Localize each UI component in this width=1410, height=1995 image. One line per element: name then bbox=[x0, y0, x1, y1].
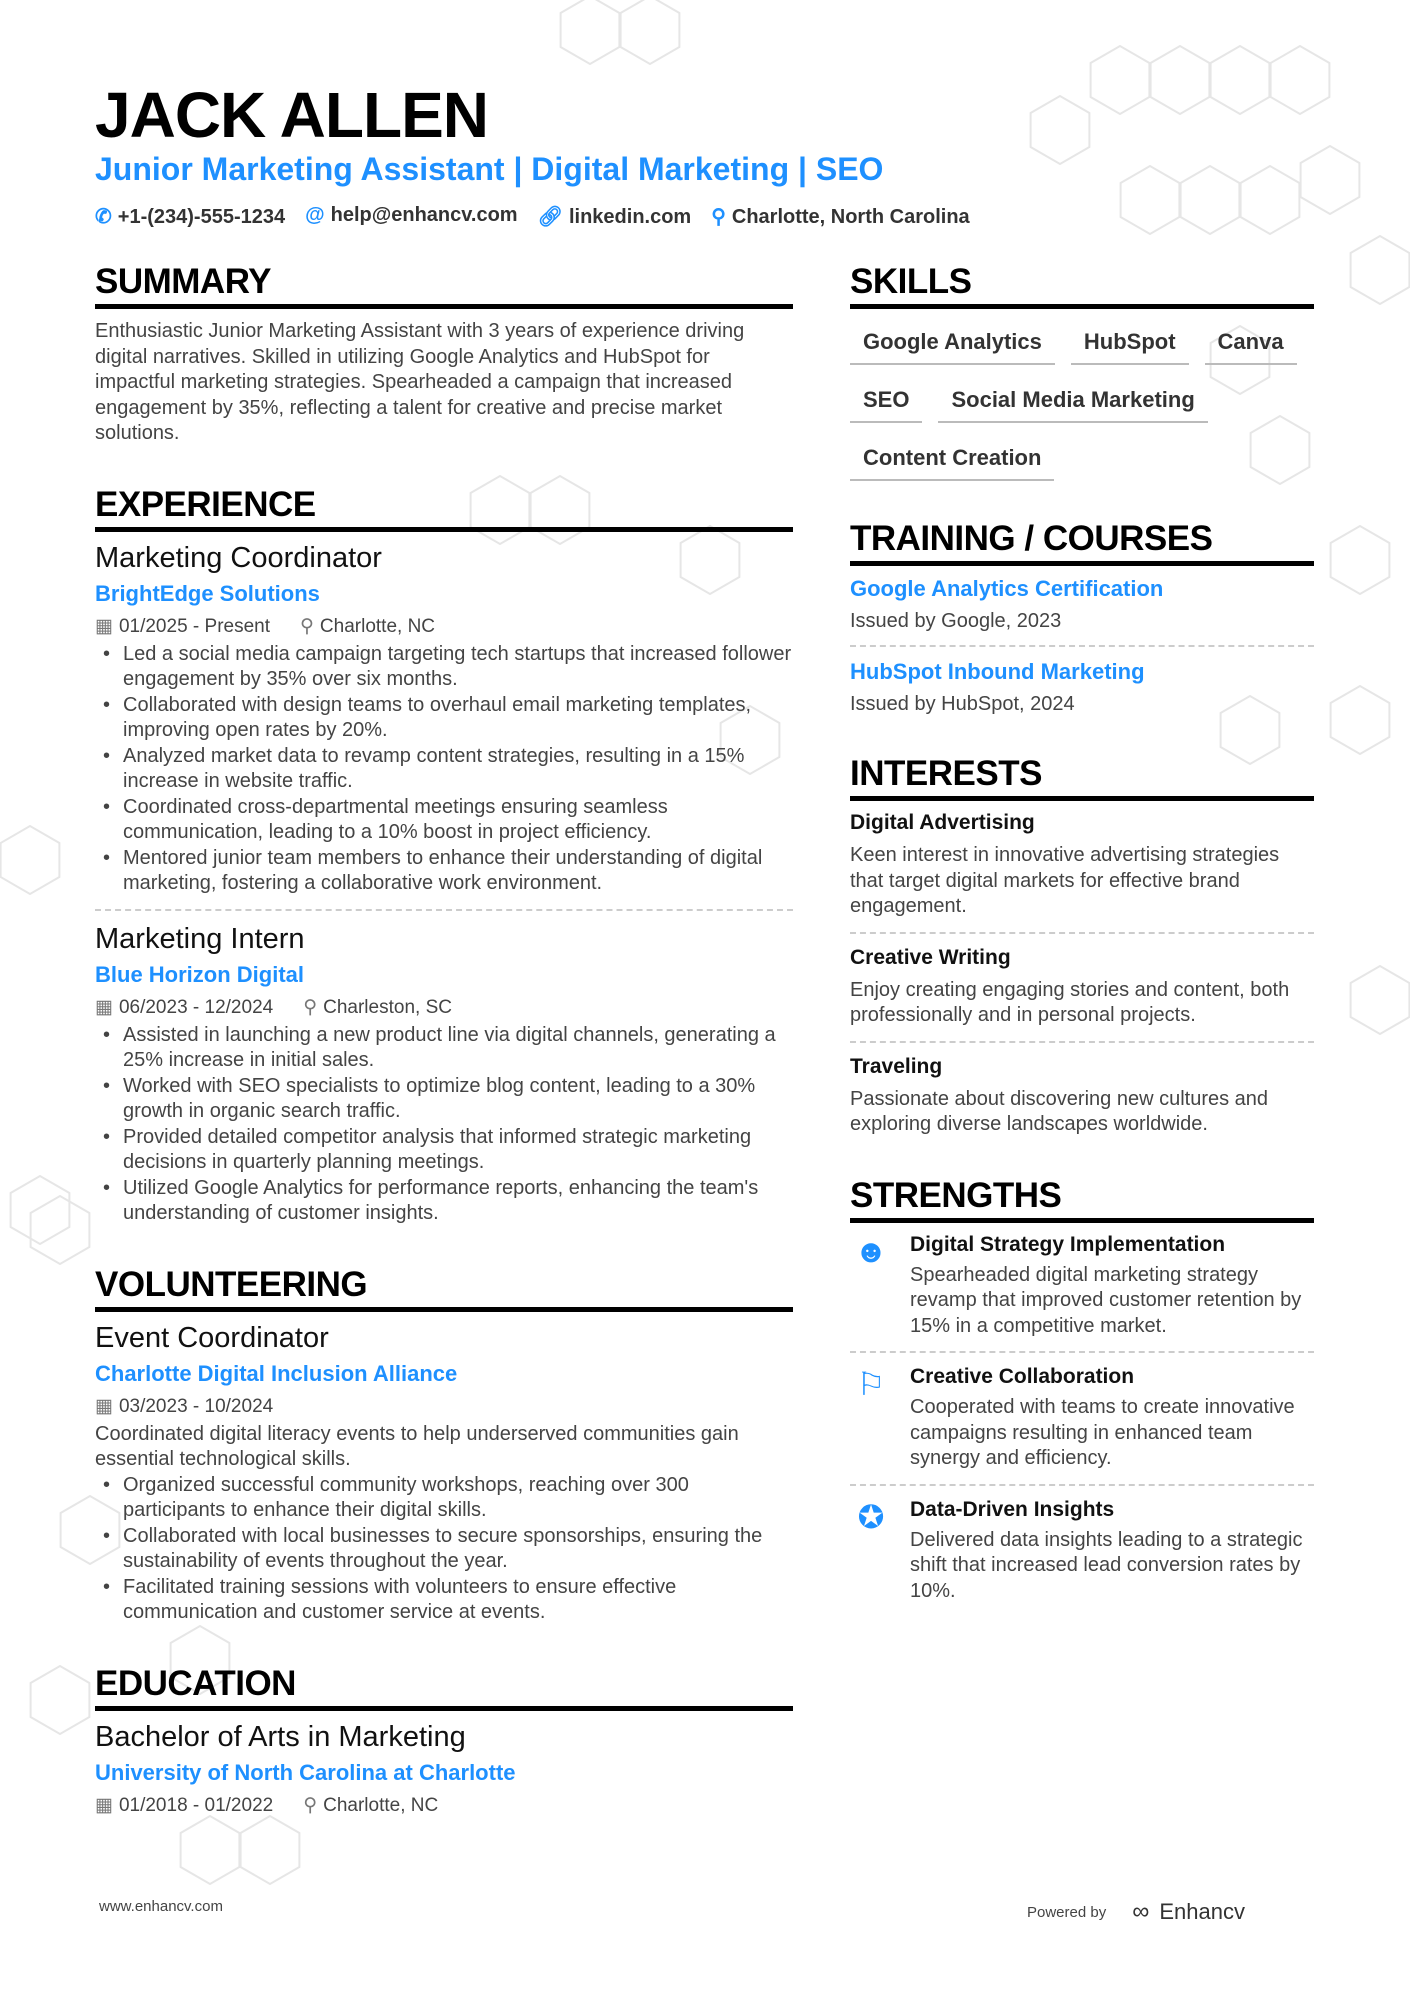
divider bbox=[850, 1351, 1314, 1353]
hexagon-shape bbox=[1211, 46, 1270, 114]
section-heading: INTERESTS bbox=[850, 754, 1314, 801]
hexagon-shape bbox=[1151, 46, 1210, 114]
section-heading: SKILLS bbox=[850, 262, 1314, 309]
degree: Bachelor of Arts in Marketing bbox=[95, 1720, 466, 1753]
hexagon-shape bbox=[1121, 166, 1180, 234]
bullet: • Worked with SEO specialists to optimize blog content, leading to a 30% growth in organic search traffic. bbox=[95, 1074, 793, 1125]
location-pin-icon: ⚲ bbox=[303, 996, 318, 1018]
hexagon-shape bbox=[1351, 236, 1410, 304]
phone: ✆ +1-(234)-555-1234 bbox=[95, 206, 286, 228]
interest-item bbox=[850, 811, 1314, 920]
dates: ▦ 06/2023 - 12/2024 bbox=[95, 996, 274, 1018]
strength-text: Delivered data insights leading to a strategic shift that increased lead conversion rates by 10%. bbox=[910, 1528, 1303, 1602]
calendar-icon: ▦ bbox=[95, 1395, 113, 1417]
hexagon-shape bbox=[11, 1176, 70, 1244]
bullet: • Collaborated with local businesses to secure sponsorships, ensuring the sustainability of events throughout the year. bbox=[95, 1524, 793, 1575]
course-issuer: Issued by HubSpot, 2024 bbox=[850, 693, 1075, 715]
interest-title: Traveling bbox=[850, 1054, 943, 1078]
strength-title: Digital Strategy Implementation bbox=[910, 1232, 1226, 1256]
role-title: Event Coordinator bbox=[95, 1321, 329, 1354]
bullet: • Organized successful community workshops, reaching over 300 participants to enhance their digital skills. bbox=[95, 1473, 793, 1524]
location-pin-icon: ⚲ bbox=[711, 206, 726, 228]
strength-title: Creative Collaboration bbox=[910, 1365, 1135, 1388]
divider bbox=[95, 909, 793, 911]
bullet: • Assisted in launching a new product line via digital channels, generating a 25% increase in initial sales. bbox=[95, 1023, 793, 1074]
bullet: • Coordinated cross-departmental meetings ensuring seamless communication, leading to a 10% boost in project efficiency. bbox=[95, 795, 793, 846]
role-title: Marketing Intern bbox=[95, 922, 305, 955]
organization-name: Charlotte Digital Inclusion Alliance bbox=[95, 1360, 458, 1386]
candidate-name: JACK ALLEN bbox=[95, 79, 488, 151]
skill-tag: Content Creation bbox=[850, 437, 1054, 481]
bullet: • Collaborated with design teams to overhaul email marketing templates, improving open rates by 20%. bbox=[95, 693, 793, 744]
dates: ▦ 01/2018 - 01/2022 bbox=[95, 1794, 274, 1816]
volunteer-description: Coordinated digital literacy events to help underserved communities gain essential technological skills. bbox=[95, 1422, 739, 1470]
interest-title: Digital Advertising bbox=[850, 811, 1035, 834]
interest-text: Enjoy creating engaging stories and content, both professionally and in personal projects. bbox=[850, 978, 1290, 1026]
award-icon: ✪ bbox=[857, 1498, 885, 1535]
hexagon-shape bbox=[31, 1196, 90, 1264]
divider bbox=[850, 932, 1314, 934]
bullet: • Provided detailed competitor analysis that informed strategic marketing decisions in quarterly planning meetings. bbox=[95, 1125, 793, 1176]
section-heading: VOLUNTEERING bbox=[95, 1265, 793, 1312]
location: ⚲ Charleston, SC bbox=[303, 996, 452, 1018]
strength-text: Spearheaded digital marketing strategy revamp that improved customer retention by 15% in a competitive market. bbox=[910, 1263, 1302, 1337]
hexagon-shape bbox=[1181, 166, 1240, 234]
hexagon-shape bbox=[1241, 166, 1300, 234]
enhancv-logo-icon: ∞ bbox=[1132, 1898, 1150, 1925]
interest-text: Passionate about discovering new cultures and exploring diverse landscapes worldwide. bbox=[850, 1087, 1269, 1135]
location: ⚲ Charlotte, NC bbox=[303, 1794, 439, 1816]
experience-section bbox=[95, 485, 793, 1227]
company-name: BrightEdge Solutions bbox=[95, 580, 320, 606]
brand-name: Enhancv bbox=[1159, 1899, 1245, 1924]
hexagon-shape bbox=[1091, 46, 1150, 114]
phone-icon: ✆ bbox=[95, 206, 112, 228]
interest-title: Creative Writing bbox=[850, 945, 1011, 969]
bullet-list bbox=[95, 1473, 793, 1626]
divider bbox=[850, 1041, 1314, 1043]
hexagon-shape bbox=[1, 826, 60, 894]
summary-section bbox=[95, 262, 793, 447]
strengths-section bbox=[850, 1176, 1314, 1605]
company-name: Blue Horizon Digital bbox=[95, 961, 304, 987]
divider bbox=[850, 1484, 1314, 1486]
section-heading: EXPERIENCE bbox=[95, 485, 793, 532]
footer-website[interactable]: www.enhancv.com bbox=[99, 1898, 223, 1915]
course-name: Google Analytics Certification bbox=[850, 576, 1164, 601]
location-pin-icon: ⚲ bbox=[303, 1794, 318, 1816]
interest-item bbox=[850, 946, 1314, 1029]
interest-item bbox=[850, 1055, 1314, 1138]
school-name: University of North Carolina at Charlotte bbox=[95, 1759, 516, 1785]
hexagon-shape bbox=[1271, 46, 1330, 114]
dates: ▦ 03/2023 - 10/2024 bbox=[95, 1395, 274, 1417]
candidate-title: Junior Marketing Assistant | Digital Marketing | SEO bbox=[95, 151, 884, 187]
hexagon-shape bbox=[1031, 96, 1090, 164]
training-section bbox=[850, 519, 1314, 716]
role-title: Marketing Coordinator bbox=[95, 541, 382, 574]
strength-item bbox=[850, 1365, 1314, 1472]
interests-section bbox=[850, 754, 1314, 1138]
skill-tag: Google Analytics bbox=[850, 321, 1055, 365]
hexagon-shape bbox=[621, 0, 680, 64]
contact-row bbox=[95, 204, 970, 229]
hexagon-shape bbox=[31, 1666, 90, 1734]
strength-text: Cooperated with teams to create innovative campaigns resulting in enhanced team synergy and efficiency. bbox=[910, 1396, 1295, 1469]
calendar-icon: ▦ bbox=[95, 996, 113, 1018]
head-icon: ☻ bbox=[854, 1232, 888, 1269]
job-entry bbox=[95, 542, 793, 897]
course-name: HubSpot Inbound Marketing bbox=[850, 659, 1145, 684]
education-section bbox=[95, 1664, 793, 1817]
skill-tag: SEO bbox=[850, 379, 922, 423]
section-heading: SUMMARY bbox=[95, 262, 793, 309]
bullet: • Mentored junior team members to enhance their understanding of digital marketing, fostering a collaborative work environment. bbox=[95, 846, 793, 897]
bullet: • Facilitated training sessions with volunteers to ensure effective communication and customer service at events. bbox=[95, 1575, 793, 1626]
divider bbox=[850, 645, 1314, 647]
hexagon-shape bbox=[1331, 686, 1390, 754]
bullet: • Utilized Google Analytics for performance reports, enhancing the team's understanding of customer insights. bbox=[95, 1176, 793, 1227]
strength-item bbox=[850, 1233, 1314, 1340]
linkedin[interactable]: 🔗︎ linkedin.com bbox=[537, 206, 692, 228]
dates: ▦ 01/2025 - Present bbox=[95, 615, 270, 637]
link-icon: 🔗︎ bbox=[537, 206, 563, 228]
bullet-list bbox=[95, 642, 793, 897]
hexagon-shape bbox=[561, 0, 620, 64]
job-entry bbox=[95, 923, 793, 1227]
skill-tag: Canva bbox=[1205, 321, 1297, 365]
hexagon-shape bbox=[1351, 966, 1410, 1034]
right-column bbox=[850, 262, 1314, 1642]
section-heading: STRENGTHS bbox=[850, 1176, 1314, 1223]
flag-icon: ⚐ bbox=[856, 1366, 886, 1402]
summary-text: Enthusiastic Junior Marketing Assistant with 3 years of experience driving digital narratives. Skilled in utilizing Google Analytics and HubSpot for impactful marketing strategies. Spearheaded a campaign that increased engagement by 35%, reflecting a talent for creative and precise market solutions. bbox=[95, 320, 745, 444]
course-issuer: Issued by Google, 2023 bbox=[850, 610, 1062, 632]
email[interactable]: @ help@enhancv.com bbox=[305, 204, 518, 226]
volunteering-section bbox=[95, 1265, 793, 1626]
bullet: • Analyzed market data to revamp content strategies, resulting in a 15% increase in website traffic. bbox=[95, 744, 793, 795]
interest-text: Keen interest in innovative advertising strategies that target digital markets for effective brand engagement. bbox=[850, 844, 1280, 917]
left-column bbox=[95, 262, 793, 1855]
calendar-icon: ▦ bbox=[95, 615, 113, 637]
section-heading: EDUCATION bbox=[95, 1664, 793, 1711]
strength-title: Data-Driven Insights bbox=[910, 1497, 1115, 1521]
skills-section bbox=[850, 262, 1314, 481]
location-pin-icon: ⚲ bbox=[300, 615, 314, 637]
footer-brand bbox=[1027, 1898, 1245, 1926]
at-icon: @ bbox=[305, 204, 325, 226]
hexagon-shape bbox=[1301, 146, 1360, 214]
bullet: • Led a social media campaign targeting tech startups that increased follower engagement by 35% over six months. bbox=[95, 642, 793, 693]
calendar-icon: ▦ bbox=[95, 1794, 113, 1816]
location: ⚲ Charlotte, NC bbox=[300, 615, 436, 637]
section-heading: TRAINING / COURSES bbox=[850, 519, 1314, 566]
bullet-list bbox=[95, 1023, 793, 1227]
skill-tag: HubSpot bbox=[1071, 321, 1189, 365]
strength-item bbox=[850, 1498, 1314, 1605]
powered-by: Powered by bbox=[1027, 1903, 1107, 1921]
skill-tag: Social Media Marketing bbox=[938, 379, 1207, 423]
hexagon-shape bbox=[1331, 526, 1390, 594]
location: ⚲ Charlotte, North Carolina bbox=[711, 206, 970, 228]
